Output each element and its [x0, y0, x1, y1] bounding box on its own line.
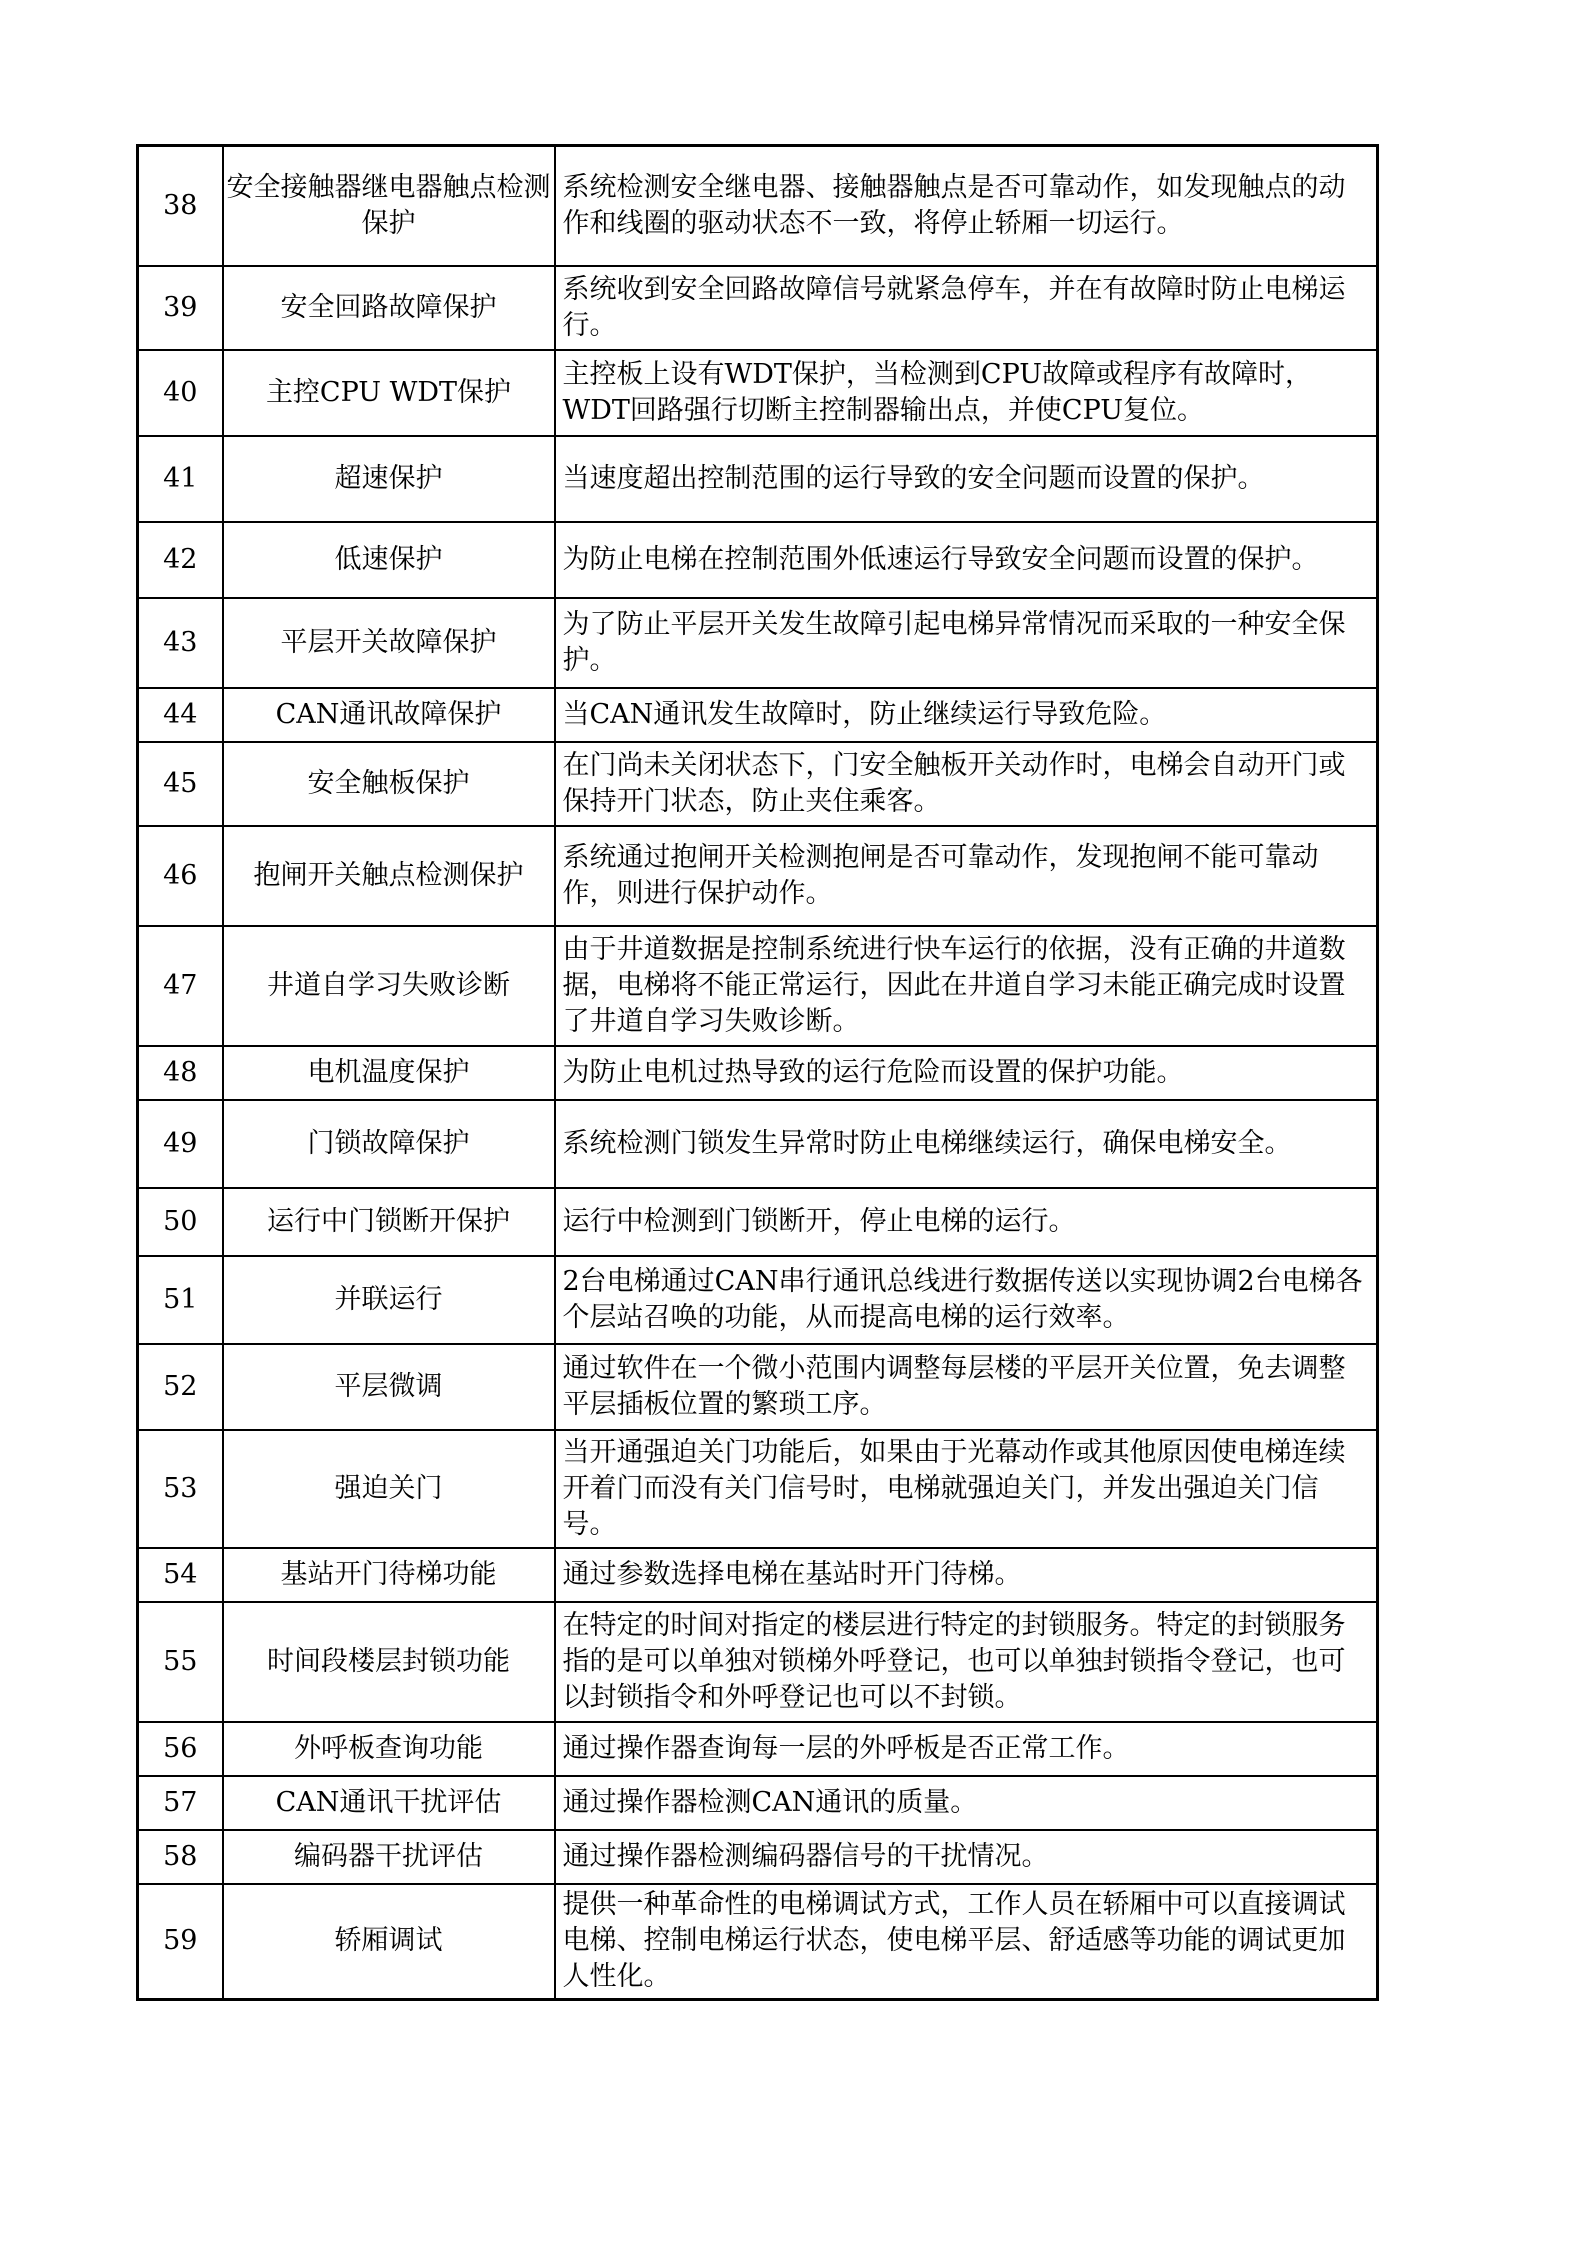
feature-name-cell: 安全回路故障保护: [223, 266, 555, 350]
feature-table: [136, 144, 1379, 2001]
table-row: [138, 1256, 1378, 1344]
feature-description-cell: 为防止电机过热导致的运行危险而设置的保护功能。: [555, 1046, 1378, 1100]
feature-description-cell: 由于井道数据是控制系统进行快车运行的依据，没有正确的井道数据，电梯将不能正常运行，因此在井道自学习未能正确完成时设置了井道自学习失败诊断。: [555, 926, 1378, 1046]
feature-name-cell: 安全触板保护: [223, 742, 555, 826]
feature-name-cell: 门锁故障保护: [223, 1100, 555, 1188]
row-number-cell: 59: [138, 1884, 223, 2000]
feature-name-cell: 运行中门锁断开保护: [223, 1188, 555, 1256]
feature-description-cell: 在门尚未关闭状态下，门安全触板开关动作时，电梯会自动开门或保持开门状态，防止夹住乘客。: [555, 742, 1378, 826]
feature-name-cell: 时间段楼层封锁功能: [223, 1602, 555, 1722]
feature-description-cell: 当CAN通讯发生故障时，防止继续运行导致危险。: [555, 688, 1378, 742]
row-number-cell: 39: [138, 266, 223, 350]
feature-description-cell: 系统通过抱闸开关检测抱闸是否可靠动作，发现抱闸不能可靠动作，则进行保护动作。: [555, 826, 1378, 926]
table-row: [138, 522, 1378, 598]
feature-name-cell: CAN通讯干扰评估: [223, 1776, 555, 1830]
feature-description-cell: 系统检测安全继电器、接触器触点是否可靠动作，如发现触点的动作和线圈的驱动状态不一致，将停止轿厢一切运行。: [555, 146, 1378, 266]
feature-description-cell: 通过参数选择电梯在基站时开门待梯。: [555, 1548, 1378, 1602]
table-row: [138, 1548, 1378, 1602]
table-row: [138, 688, 1378, 742]
feature-description-cell: 通过操作器查询每一层的外呼板是否正常工作。: [555, 1722, 1378, 1776]
feature-name-cell: 电机温度保护: [223, 1046, 555, 1100]
row-number-cell: 57: [138, 1776, 223, 1830]
table-row: [138, 1430, 1378, 1548]
feature-table-body: [138, 146, 1378, 2000]
feature-name-cell: 平层微调: [223, 1344, 555, 1430]
row-number-cell: 42: [138, 522, 223, 598]
feature-description-cell: 系统检测门锁发生异常时防止电梯继续运行，确保电梯安全。: [555, 1100, 1378, 1188]
feature-name-cell: 平层开关故障保护: [223, 598, 555, 688]
feature-description-cell: 主控板上设有WDT保护，当检测到CPU故障或程序有故障时，WDT回路强行切断主控制器输出点，并使CPU复位。: [555, 350, 1378, 436]
row-number-cell: 44: [138, 688, 223, 742]
table-row: [138, 598, 1378, 688]
feature-name-cell: 超速保护: [223, 436, 555, 522]
row-number-cell: 54: [138, 1548, 223, 1602]
feature-description-cell: 为防止电梯在控制范围外低速运行导致安全问题而设置的保护。: [555, 522, 1378, 598]
table-row: [138, 436, 1378, 522]
table-row: [138, 1100, 1378, 1188]
feature-name-cell: 外呼板查询功能: [223, 1722, 555, 1776]
row-number-cell: 43: [138, 598, 223, 688]
feature-description-cell: 2台电梯通过CAN串行通讯总线进行数据传送以实现协调2台电梯各个层站召唤的功能，从而提高电梯的运行效率。: [555, 1256, 1378, 1344]
row-number-cell: 41: [138, 436, 223, 522]
row-number-cell: 51: [138, 1256, 223, 1344]
table-row: [138, 1830, 1378, 1884]
table-row: [138, 1722, 1378, 1776]
row-number-cell: 55: [138, 1602, 223, 1722]
row-number-cell: 38: [138, 146, 223, 266]
table-row: [138, 1046, 1378, 1100]
table-row: [138, 826, 1378, 926]
row-number-cell: 45: [138, 742, 223, 826]
row-number-cell: 48: [138, 1046, 223, 1100]
feature-name-cell: 安全接触器继电器触点检测保护: [223, 146, 555, 266]
row-number-cell: 56: [138, 1722, 223, 1776]
table-row: [138, 1344, 1378, 1430]
feature-description-cell: 通过软件在一个微小范围内调整每层楼的平层开关位置，免去调整平层插板位置的繁琐工序。: [555, 1344, 1378, 1430]
feature-name-cell: 强迫关门: [223, 1430, 555, 1548]
feature-description-cell: 通过操作器检测CAN通讯的质量。: [555, 1776, 1378, 1830]
table-row: [138, 1776, 1378, 1830]
feature-name-cell: 轿厢调试: [223, 1884, 555, 2000]
feature-name-cell: CAN通讯故障保护: [223, 688, 555, 742]
feature-name-cell: 并联运行: [223, 1256, 555, 1344]
feature-description-cell: 运行中检测到门锁断开，停止电梯的运行。: [555, 1188, 1378, 1256]
row-number-cell: 47: [138, 926, 223, 1046]
table-row: [138, 1602, 1378, 1722]
feature-name-cell: 井道自学习失败诊断: [223, 926, 555, 1046]
feature-name-cell: 低速保护: [223, 522, 555, 598]
feature-description-cell: 提供一种革命性的电梯调试方式，工作人员在轿厢中可以直接调试电梯、控制电梯运行状态，使电梯平层、舒适感等功能的调试更加人性化。: [555, 1884, 1378, 2000]
table-row: [138, 146, 1378, 266]
row-number-cell: 49: [138, 1100, 223, 1188]
table-row: [138, 1188, 1378, 1256]
table-row: [138, 1884, 1378, 2000]
feature-description-cell: 当速度超出控制范围的运行导致的安全问题而设置的保护。: [555, 436, 1378, 522]
table-row: [138, 266, 1378, 350]
row-number-cell: 53: [138, 1430, 223, 1548]
row-number-cell: 58: [138, 1830, 223, 1884]
table-row: [138, 350, 1378, 436]
row-number-cell: 52: [138, 1344, 223, 1430]
feature-name-cell: 主控CPU WDT保护: [223, 350, 555, 436]
row-number-cell: 50: [138, 1188, 223, 1256]
row-number-cell: 40: [138, 350, 223, 436]
table-row: [138, 742, 1378, 826]
feature-description-cell: 当开通强迫关门功能后，如果由于光幕动作或其他原因使电梯连续开着门而没有关门信号时，电梯就强迫关门，并发出强迫关门信号。: [555, 1430, 1378, 1548]
feature-description-cell: 系统收到安全回路故障信号就紧急停车，并在有故障时防止电梯运行。: [555, 266, 1378, 350]
feature-name-cell: 抱闸开关触点检测保护: [223, 826, 555, 926]
feature-name-cell: 编码器干扰评估: [223, 1830, 555, 1884]
feature-description-cell: 为了防止平层开关发生故障引起电梯异常情况而采取的一种安全保护。: [555, 598, 1378, 688]
feature-name-cell: 基站开门待梯功能: [223, 1548, 555, 1602]
table-row: [138, 926, 1378, 1046]
row-number-cell: 46: [138, 826, 223, 926]
feature-description-cell: 在特定的时间对指定的楼层进行特定的封锁服务。特定的封锁服务指的是可以单独对锁梯外呼登记，也可以单独封锁指令登记，也可以封锁指令和外呼登记也可以不封锁。: [555, 1602, 1378, 1722]
feature-description-cell: 通过操作器检测编码器信号的干扰情况。: [555, 1830, 1378, 1884]
